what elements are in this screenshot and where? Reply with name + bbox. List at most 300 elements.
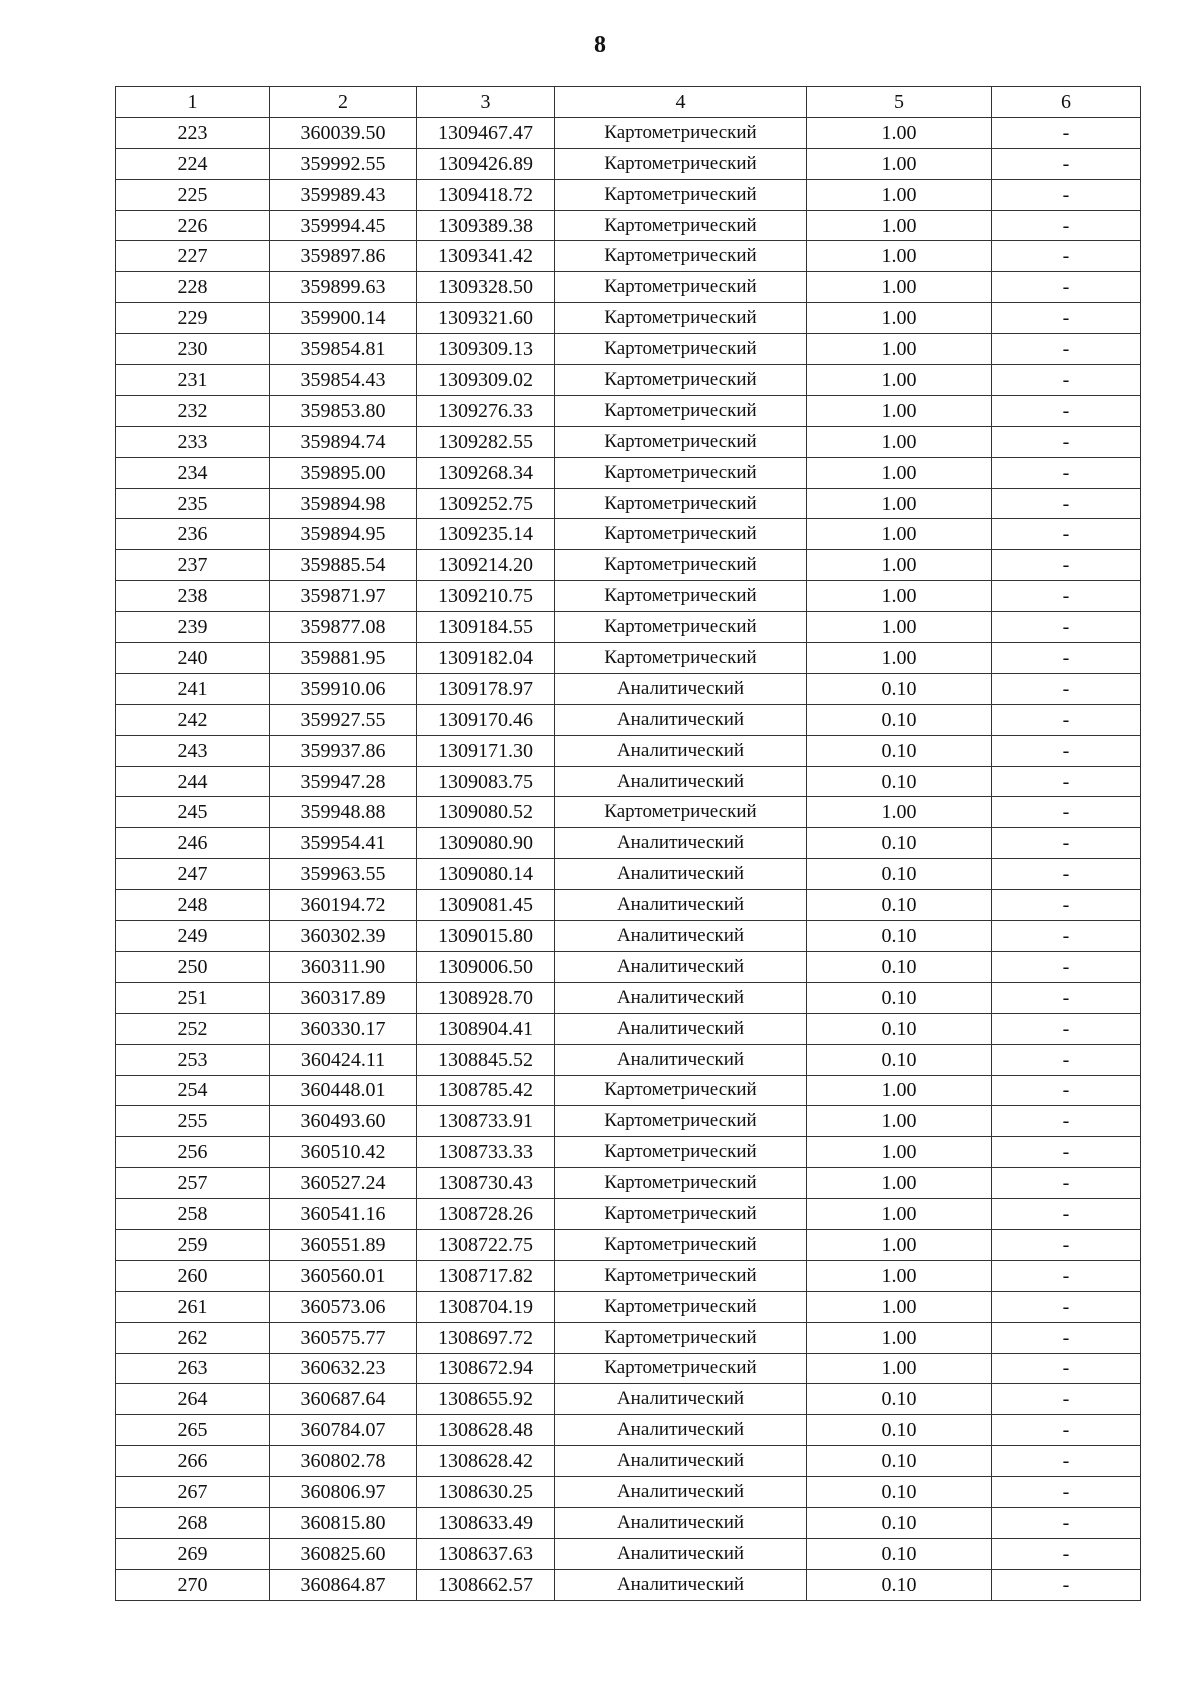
table-row [116, 1137, 1141, 1168]
cell-point-number: 240 [116, 643, 270, 674]
cell-method: Картометрический [555, 365, 807, 396]
cell-y-coordinate: 1309426.89 [417, 148, 555, 179]
cell-x-coordinate: 360825.60 [270, 1538, 417, 1569]
table-row [116, 1507, 1141, 1538]
cell-accuracy: 0.10 [807, 673, 992, 704]
cell-description: - [992, 1353, 1141, 1384]
cell-accuracy: 0.10 [807, 1507, 992, 1538]
cell-description: - [992, 1137, 1141, 1168]
cell-method: Картометрический [555, 179, 807, 210]
cell-point-number: 237 [116, 550, 270, 581]
cell-accuracy: 1.00 [807, 117, 992, 148]
cell-method: Картометрический [555, 797, 807, 828]
cell-x-coordinate: 360424.11 [270, 1044, 417, 1075]
cell-point-number: 233 [116, 426, 270, 457]
cell-y-coordinate: 1309418.72 [417, 179, 555, 210]
cell-x-coordinate: 359948.88 [270, 797, 417, 828]
cell-point-number: 238 [116, 581, 270, 612]
table-row [116, 1260, 1141, 1291]
table-row [116, 1075, 1141, 1106]
table-row [116, 1044, 1141, 1075]
cell-y-coordinate: 1308628.42 [417, 1446, 555, 1477]
cell-description: - [992, 241, 1141, 272]
cell-y-coordinate: 1308722.75 [417, 1229, 555, 1260]
cell-y-coordinate: 1308717.82 [417, 1260, 555, 1291]
cell-x-coordinate: 359927.55 [270, 704, 417, 735]
cell-accuracy: 1.00 [807, 612, 992, 643]
cell-point-number: 228 [116, 272, 270, 303]
cell-description: - [992, 1322, 1141, 1353]
table-row [116, 1013, 1141, 1044]
cell-method: Картометрический [555, 1199, 807, 1230]
cell-x-coordinate: 359881.95 [270, 643, 417, 674]
cell-point-number: 262 [116, 1322, 270, 1353]
cell-description: - [992, 1075, 1141, 1106]
cell-x-coordinate: 360311.90 [270, 951, 417, 982]
table-row [116, 1229, 1141, 1260]
cell-accuracy: 0.10 [807, 828, 992, 859]
cell-point-number: 263 [116, 1353, 270, 1384]
cell-method: Аналитический [555, 1569, 807, 1600]
cell-method: Картометрический [555, 148, 807, 179]
cell-y-coordinate: 1309171.30 [417, 735, 555, 766]
table-row [116, 426, 1141, 457]
cell-method: Аналитический [555, 951, 807, 982]
cell-point-number: 267 [116, 1477, 270, 1508]
cell-method: Картометрический [555, 519, 807, 550]
cell-method: Картометрический [555, 1168, 807, 1199]
cell-point-number: 253 [116, 1044, 270, 1075]
cell-method: Аналитический [555, 1446, 807, 1477]
cell-y-coordinate: 1309467.47 [417, 117, 555, 148]
cell-y-coordinate: 1309341.42 [417, 241, 555, 272]
cell-point-number: 245 [116, 797, 270, 828]
cell-point-number: 243 [116, 735, 270, 766]
table-row [116, 241, 1141, 272]
table-row [116, 117, 1141, 148]
cell-description: - [992, 1446, 1141, 1477]
cell-point-number: 231 [116, 365, 270, 396]
cell-y-coordinate: 1308637.63 [417, 1538, 555, 1569]
cell-description: - [992, 1507, 1141, 1538]
cell-accuracy: 1.00 [807, 1353, 992, 1384]
cell-point-number: 258 [116, 1199, 270, 1230]
cell-accuracy: 0.10 [807, 1384, 992, 1415]
cell-x-coordinate: 359894.74 [270, 426, 417, 457]
cell-point-number: 226 [116, 210, 270, 241]
cell-x-coordinate: 360317.89 [270, 982, 417, 1013]
cell-accuracy: 1.00 [807, 457, 992, 488]
cell-method: Картометрический [555, 1229, 807, 1260]
table-row [116, 1477, 1141, 1508]
cell-accuracy: 1.00 [807, 550, 992, 581]
cell-point-number: 247 [116, 859, 270, 890]
cell-point-number: 252 [116, 1013, 270, 1044]
table-row [116, 766, 1141, 797]
cell-accuracy: 0.10 [807, 766, 992, 797]
cell-accuracy: 0.10 [807, 1415, 992, 1446]
cell-method: Картометрический [555, 643, 807, 674]
table-row [116, 1106, 1141, 1137]
cell-accuracy: 1.00 [807, 148, 992, 179]
table-row [116, 704, 1141, 735]
cell-method: Картометрический [555, 1322, 807, 1353]
cell-point-number: 241 [116, 673, 270, 704]
cell-accuracy: 0.10 [807, 704, 992, 735]
cell-point-number: 256 [116, 1137, 270, 1168]
cell-description: - [992, 1569, 1141, 1600]
cell-method: Аналитический [555, 704, 807, 735]
cell-description: - [992, 1291, 1141, 1322]
cell-y-coordinate: 1309015.80 [417, 921, 555, 952]
cell-accuracy: 0.10 [807, 890, 992, 921]
cell-y-coordinate: 1309080.52 [417, 797, 555, 828]
cell-description: - [992, 117, 1141, 148]
cell-accuracy: 1.00 [807, 1199, 992, 1230]
cell-y-coordinate: 1309252.75 [417, 488, 555, 519]
cell-x-coordinate: 360330.17 [270, 1013, 417, 1044]
cell-y-coordinate: 1308697.72 [417, 1322, 555, 1353]
cell-description: - [992, 426, 1141, 457]
cell-method: Аналитический [555, 890, 807, 921]
cell-accuracy: 1.00 [807, 797, 992, 828]
cell-y-coordinate: 1308630.25 [417, 1477, 555, 1508]
cell-accuracy: 1.00 [807, 519, 992, 550]
cell-y-coordinate: 1308672.94 [417, 1353, 555, 1384]
cell-point-number: 264 [116, 1384, 270, 1415]
cell-x-coordinate: 359885.54 [270, 550, 417, 581]
table-row [116, 303, 1141, 334]
cell-accuracy: 0.10 [807, 982, 992, 1013]
cell-accuracy: 0.10 [807, 735, 992, 766]
cell-x-coordinate: 360527.24 [270, 1168, 417, 1199]
header-col-4: 4 [555, 87, 807, 118]
cell-y-coordinate: 1308904.41 [417, 1013, 555, 1044]
cell-point-number: 270 [116, 1569, 270, 1600]
cell-method: Картометрический [555, 1075, 807, 1106]
cell-description: - [992, 1106, 1141, 1137]
cell-y-coordinate: 1308728.26 [417, 1199, 555, 1230]
cell-method: Картометрический [555, 426, 807, 457]
cell-method: Картометрический [555, 488, 807, 519]
header-col-5: 5 [807, 87, 992, 118]
table-row [116, 1384, 1141, 1415]
cell-x-coordinate: 360551.89 [270, 1229, 417, 1260]
cell-method: Аналитический [555, 1384, 807, 1415]
table-row [116, 1538, 1141, 1569]
cell-method: Картометрический [555, 117, 807, 148]
cell-x-coordinate: 360784.07 [270, 1415, 417, 1446]
cell-point-number: 268 [116, 1507, 270, 1538]
cell-description: - [992, 272, 1141, 303]
cell-point-number: 254 [116, 1075, 270, 1106]
cell-method: Картометрический [555, 1137, 807, 1168]
cell-point-number: 232 [116, 395, 270, 426]
cell-accuracy: 1.00 [807, 1106, 992, 1137]
table-row [116, 1168, 1141, 1199]
cell-y-coordinate: 1309080.14 [417, 859, 555, 890]
cell-accuracy: 1.00 [807, 1137, 992, 1168]
cell-method: Аналитический [555, 766, 807, 797]
cell-method: Картометрический [555, 1260, 807, 1291]
table-row [116, 550, 1141, 581]
cell-point-number: 248 [116, 890, 270, 921]
cell-method: Аналитический [555, 1415, 807, 1446]
table-row [116, 457, 1141, 488]
cell-y-coordinate: 1308733.91 [417, 1106, 555, 1137]
cell-y-coordinate: 1309178.97 [417, 673, 555, 704]
cell-point-number: 260 [116, 1260, 270, 1291]
cell-description: - [992, 581, 1141, 612]
cell-x-coordinate: 359894.95 [270, 519, 417, 550]
cell-x-coordinate: 359954.41 [270, 828, 417, 859]
cell-point-number: 227 [116, 241, 270, 272]
cell-y-coordinate: 1309182.04 [417, 643, 555, 674]
cell-y-coordinate: 1309083.75 [417, 766, 555, 797]
cell-point-number: 255 [116, 1106, 270, 1137]
cell-accuracy: 0.10 [807, 1538, 992, 1569]
cell-x-coordinate: 360302.39 [270, 921, 417, 952]
table-row [116, 1569, 1141, 1600]
page-number: 8 [594, 32, 606, 58]
cell-method: Аналитический [555, 1477, 807, 1508]
cell-accuracy: 0.10 [807, 859, 992, 890]
cell-accuracy: 1.00 [807, 395, 992, 426]
cell-x-coordinate: 360864.87 [270, 1569, 417, 1600]
table-row [116, 673, 1141, 704]
table-row [116, 1199, 1141, 1230]
cell-description: - [992, 1260, 1141, 1291]
cell-description: - [992, 179, 1141, 210]
cell-description: - [992, 890, 1141, 921]
cell-point-number: 239 [116, 612, 270, 643]
cell-y-coordinate: 1309389.38 [417, 210, 555, 241]
cell-x-coordinate: 360448.01 [270, 1075, 417, 1106]
cell-y-coordinate: 1309321.60 [417, 303, 555, 334]
cell-accuracy: 1.00 [807, 1322, 992, 1353]
cell-method: Картометрический [555, 550, 807, 581]
table-row [116, 334, 1141, 365]
cell-x-coordinate: 359854.81 [270, 334, 417, 365]
cell-y-coordinate: 1308655.92 [417, 1384, 555, 1415]
cell-method: Картометрический [555, 272, 807, 303]
cell-y-coordinate: 1309309.13 [417, 334, 555, 365]
cell-description: - [992, 982, 1141, 1013]
cell-description: - [992, 859, 1141, 890]
cell-accuracy: 1.00 [807, 426, 992, 457]
cell-x-coordinate: 359871.97 [270, 581, 417, 612]
cell-point-number: 246 [116, 828, 270, 859]
cell-x-coordinate: 360541.16 [270, 1199, 417, 1230]
cell-y-coordinate: 1309081.45 [417, 890, 555, 921]
cell-accuracy: 1.00 [807, 210, 992, 241]
cell-x-coordinate: 360632.23 [270, 1353, 417, 1384]
cell-y-coordinate: 1308628.48 [417, 1415, 555, 1446]
cell-point-number: 265 [116, 1415, 270, 1446]
cell-accuracy: 1.00 [807, 1168, 992, 1199]
cell-method: Картометрический [555, 210, 807, 241]
cell-accuracy: 0.10 [807, 1477, 992, 1508]
cell-accuracy: 1.00 [807, 179, 992, 210]
cell-x-coordinate: 360039.50 [270, 117, 417, 148]
cell-description: - [992, 1199, 1141, 1230]
cell-accuracy: 1.00 [807, 303, 992, 334]
cell-point-number: 251 [116, 982, 270, 1013]
cell-method: Аналитический [555, 1044, 807, 1075]
cell-accuracy: 1.00 [807, 581, 992, 612]
table-row [116, 519, 1141, 550]
table-row [116, 1353, 1141, 1384]
cell-x-coordinate: 359897.86 [270, 241, 417, 272]
cell-description: - [992, 951, 1141, 982]
cell-x-coordinate: 359854.43 [270, 365, 417, 396]
table-row [116, 581, 1141, 612]
table-row [116, 148, 1141, 179]
table-row [116, 921, 1141, 952]
cell-x-coordinate: 359947.28 [270, 766, 417, 797]
cell-description: - [992, 735, 1141, 766]
cell-point-number: 257 [116, 1168, 270, 1199]
cell-description: - [992, 1477, 1141, 1508]
table-row [116, 210, 1141, 241]
cell-x-coordinate: 360493.60 [270, 1106, 417, 1137]
cell-method: Картометрический [555, 612, 807, 643]
cell-x-coordinate: 360573.06 [270, 1291, 417, 1322]
table-row [116, 951, 1141, 982]
cell-x-coordinate: 359899.63 [270, 272, 417, 303]
cell-description: - [992, 612, 1141, 643]
cell-accuracy: 0.10 [807, 1013, 992, 1044]
cell-y-coordinate: 1308785.42 [417, 1075, 555, 1106]
table-row [116, 982, 1141, 1013]
cell-y-coordinate: 1309006.50 [417, 951, 555, 982]
cell-point-number: 242 [116, 704, 270, 735]
cell-y-coordinate: 1309184.55 [417, 612, 555, 643]
cell-method: Картометрический [555, 1106, 807, 1137]
cell-y-coordinate: 1309170.46 [417, 704, 555, 735]
cell-accuracy: 1.00 [807, 241, 992, 272]
header-col-3: 3 [417, 87, 555, 118]
cell-x-coordinate: 359895.00 [270, 457, 417, 488]
cell-point-number: 223 [116, 117, 270, 148]
cell-x-coordinate: 359894.98 [270, 488, 417, 519]
cell-x-coordinate: 360575.77 [270, 1322, 417, 1353]
cell-y-coordinate: 1308730.43 [417, 1168, 555, 1199]
cell-method: Аналитический [555, 1507, 807, 1538]
cell-accuracy: 1.00 [807, 1229, 992, 1260]
cell-description: - [992, 334, 1141, 365]
cell-description: - [992, 1384, 1141, 1415]
table-row [116, 859, 1141, 890]
cell-y-coordinate: 1308733.33 [417, 1137, 555, 1168]
cell-x-coordinate: 360815.80 [270, 1507, 417, 1538]
table-row [116, 1415, 1141, 1446]
cell-accuracy: 1.00 [807, 1075, 992, 1106]
cell-method: Аналитический [555, 921, 807, 952]
cell-point-number: 236 [116, 519, 270, 550]
cell-x-coordinate: 360194.72 [270, 890, 417, 921]
cell-point-number: 269 [116, 1538, 270, 1569]
cell-description: - [992, 519, 1141, 550]
table-row [116, 1291, 1141, 1322]
table-row [116, 890, 1141, 921]
cell-accuracy: 1.00 [807, 643, 992, 674]
cell-x-coordinate: 360802.78 [270, 1446, 417, 1477]
cell-point-number: 250 [116, 951, 270, 982]
cell-x-coordinate: 359989.43 [270, 179, 417, 210]
cell-method: Картометрический [555, 581, 807, 612]
cell-y-coordinate: 1308845.52 [417, 1044, 555, 1075]
cell-method: Картометрический [555, 303, 807, 334]
cell-method: Аналитический [555, 828, 807, 859]
cell-x-coordinate: 359937.86 [270, 735, 417, 766]
cell-description: - [992, 766, 1141, 797]
cell-point-number: 266 [116, 1446, 270, 1477]
cell-accuracy: 1.00 [807, 488, 992, 519]
table-row [116, 643, 1141, 674]
cell-method: Картометрический [555, 334, 807, 365]
cell-accuracy: 1.00 [807, 334, 992, 365]
cell-point-number: 230 [116, 334, 270, 365]
cell-x-coordinate: 359992.55 [270, 148, 417, 179]
cell-method: Картометрический [555, 241, 807, 272]
table-row [116, 365, 1141, 396]
cell-description: - [992, 148, 1141, 179]
cell-x-coordinate: 359963.55 [270, 859, 417, 890]
cell-description: - [992, 488, 1141, 519]
cell-description: - [992, 921, 1141, 952]
cell-y-coordinate: 1308662.57 [417, 1569, 555, 1600]
cell-y-coordinate: 1308704.19 [417, 1291, 555, 1322]
cell-y-coordinate: 1309235.14 [417, 519, 555, 550]
cell-method: Картометрический [555, 1353, 807, 1384]
cell-y-coordinate: 1308928.70 [417, 982, 555, 1013]
cell-method: Картометрический [555, 1291, 807, 1322]
cell-method: Аналитический [555, 673, 807, 704]
cell-accuracy: 0.10 [807, 1446, 992, 1477]
cell-description: - [992, 395, 1141, 426]
cell-x-coordinate: 359994.45 [270, 210, 417, 241]
cell-x-coordinate: 359853.80 [270, 395, 417, 426]
cell-point-number: 229 [116, 303, 270, 334]
cell-x-coordinate: 360510.42 [270, 1137, 417, 1168]
cell-method: Картометрический [555, 395, 807, 426]
table-header [116, 87, 1141, 118]
cell-x-coordinate: 359877.08 [270, 612, 417, 643]
cell-description: - [992, 1013, 1141, 1044]
table-row [116, 1446, 1141, 1477]
cell-description: - [992, 365, 1141, 396]
cell-description: - [992, 828, 1141, 859]
cell-method: Аналитический [555, 859, 807, 890]
cell-accuracy: 1.00 [807, 272, 992, 303]
cell-y-coordinate: 1309080.90 [417, 828, 555, 859]
cell-y-coordinate: 1308633.49 [417, 1507, 555, 1538]
cell-point-number: 261 [116, 1291, 270, 1322]
cell-description: - [992, 1538, 1141, 1569]
cell-method: Аналитический [555, 1538, 807, 1569]
cell-point-number: 259 [116, 1229, 270, 1260]
table-header-row [116, 87, 1141, 118]
cell-point-number: 249 [116, 921, 270, 952]
table-row [116, 179, 1141, 210]
cell-accuracy: 0.10 [807, 1569, 992, 1600]
header-col-1: 1 [116, 87, 270, 118]
cell-description: - [992, 1044, 1141, 1075]
cell-accuracy: 1.00 [807, 1291, 992, 1322]
cell-x-coordinate: 359900.14 [270, 303, 417, 334]
cell-accuracy: 0.10 [807, 921, 992, 952]
